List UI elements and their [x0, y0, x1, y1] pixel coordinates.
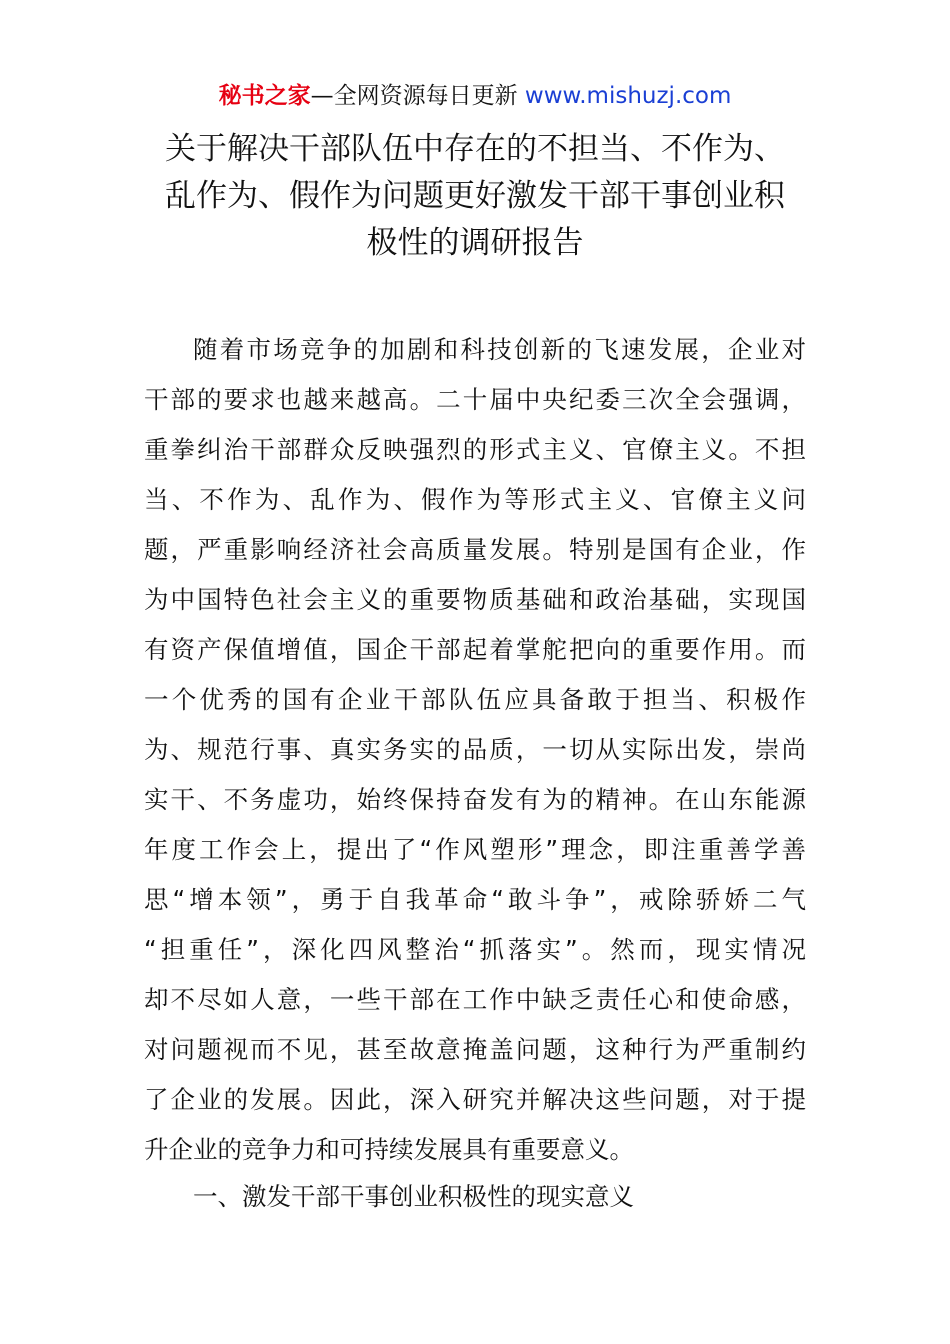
title-line: 关于解决干部队伍中存在的不担当、不作为、: [165, 131, 785, 167]
title-line: 乱作为、假作为问题更好激发干部干事创业积: [165, 178, 785, 214]
paragraph-line: 思“增本领”，勇于自我革命“敢斗争”，戒除骄娇二气: [144, 885, 806, 914]
site-header: [0, 80, 950, 112]
section-heading: 一、激发干部干事创业积极性的现实意义: [193, 1182, 634, 1211]
title-line: 极性的调研报告: [366, 225, 584, 261]
paragraph-line: 却不尽如人意，一些干部在工作中缺乏责任心和使命感，: [144, 985, 806, 1014]
paragraph-line: 重拳纠治干部群众反映强烈的形式主义、官僚主义。不担: [144, 435, 806, 464]
paragraph-line: “担重任”，深化四风整治“抓落实”。然而，现实情况: [144, 935, 806, 964]
paragraph-line: 对问题视而不见，甚至故意掩盖问题，这种行为严重制约: [144, 1035, 806, 1064]
paragraph-line: 一个优秀的国有企业干部队伍应具备敢于担当、积极作: [144, 685, 806, 714]
paragraph-line: 了企业的发展。因此，深入研究并解决这些问题，对于提: [144, 1085, 806, 1114]
paragraph-line: 为中国特色社会主义的重要物质基础和政治基础，实现国: [144, 585, 806, 614]
brand-name: 秘书之家: [218, 83, 311, 109]
paragraph-line: 为、规范行事、真实务实的品质，一切从实际出发，崇尚: [144, 735, 806, 764]
paragraph-line: 有资产保值增值，国企干部起着掌舵把向的重要作用。而: [144, 635, 806, 664]
paragraph-line: 实干、不务虚功，始终保持奋发有为的精神。在山东能源: [144, 785, 806, 814]
document-title: [0, 126, 950, 267]
body-paragraph: [144, 325, 806, 1175]
header-tagline: —全网资源每日更新: [310, 83, 525, 109]
paragraph-line: 年度工作会上，提出了“作风塑形”理念，即注重善学善: [144, 835, 806, 864]
paragraph-line: 题，严重影响经济社会高质量发展。特别是国有企业，作: [144, 535, 806, 564]
paragraph-line: 当、不作为、乱作为、假作为等形式主义、官僚主义问: [144, 485, 806, 514]
paragraph-line: 干部的要求也越来越高。二十届中央纪委三次全会强调，: [144, 385, 806, 414]
site-url: www.mishuzj.com: [524, 83, 732, 109]
paragraph-line: 随着市场竞争的加剧和科技创新的飞速发展，企业对: [193, 335, 806, 364]
paragraph-line: 升企业的竞争力和可持续发展具有重要意义。: [144, 1135, 634, 1164]
